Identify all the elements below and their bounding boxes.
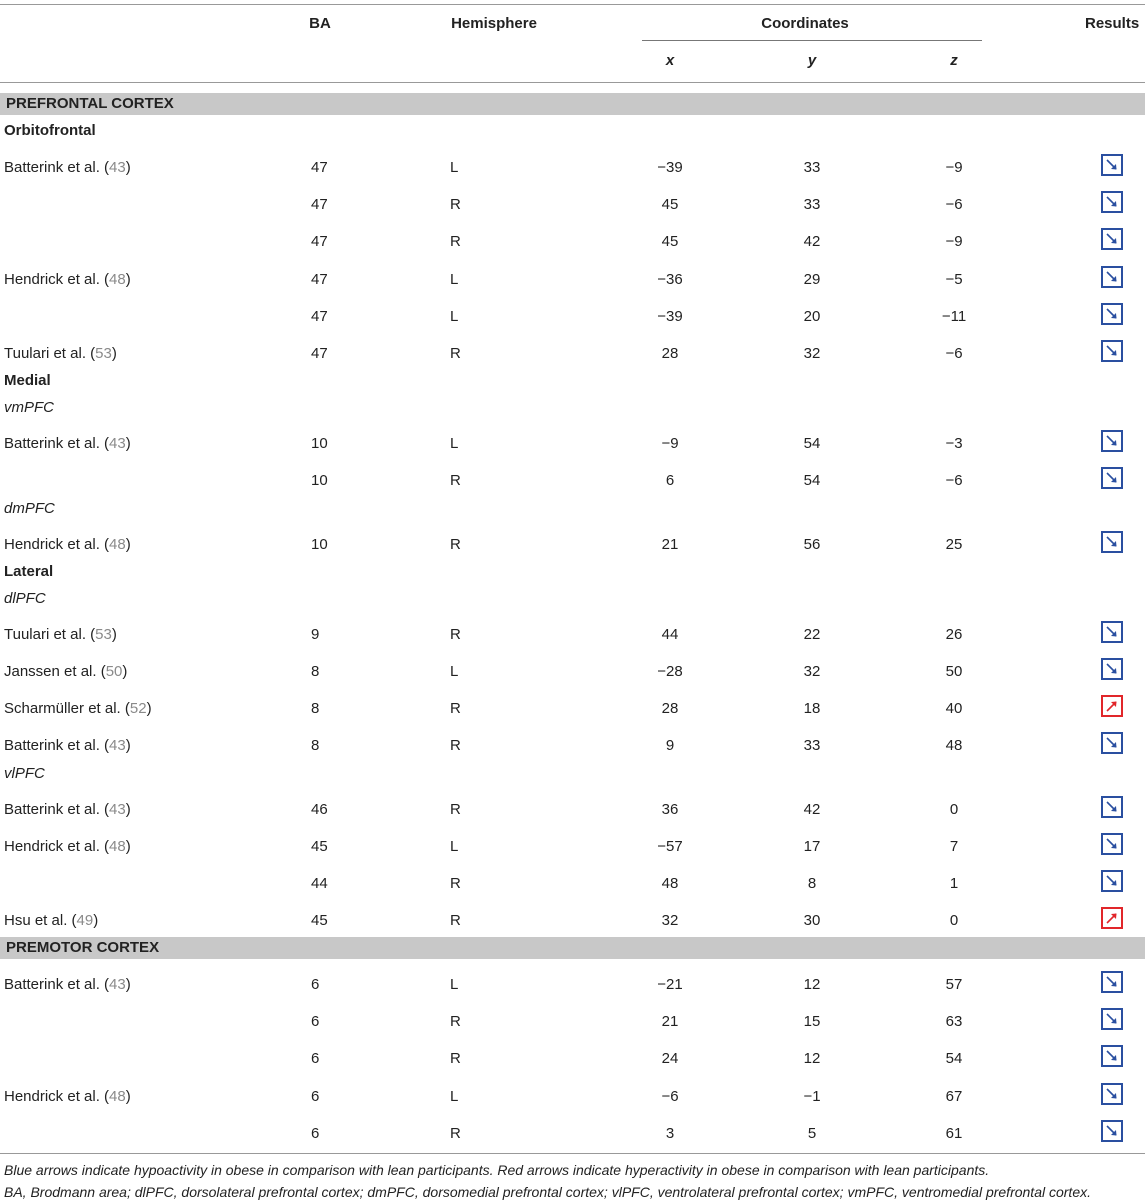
subsection-vlpfc: vlPFC: [4, 765, 45, 782]
cell-z: 0: [949, 912, 959, 929]
cell-hemisphere: R: [450, 1050, 461, 1067]
reference-link[interactable]: 53: [95, 345, 112, 362]
cell-x: 21: [661, 1013, 679, 1030]
cell-study: [4, 159, 131, 176]
cell-ba: 6: [311, 1088, 320, 1105]
reference-link[interactable]: 43: [109, 801, 126, 818]
study-close-paren: ): [125, 976, 131, 993]
hypoactivity-arrow-icon: [1101, 191, 1123, 213]
cell-ba: 10: [311, 472, 328, 489]
study-close-paren: ): [111, 626, 117, 643]
hypoactivity-arrow-icon: [1101, 266, 1123, 288]
subsection-dlpfc: dlPFC: [4, 590, 46, 607]
cell-ba: 9: [311, 626, 320, 643]
cell-y: 29: [803, 271, 821, 288]
cell-y: 15: [803, 1013, 821, 1030]
cell-ba: 6: [311, 1013, 320, 1030]
cell-hemisphere: L: [450, 838, 459, 855]
study-close-paren: ): [125, 737, 131, 754]
cell-ba: 6: [311, 1125, 320, 1142]
cell-y: 56: [803, 536, 821, 553]
cell-ba: 47: [311, 271, 328, 288]
cell-hemisphere: L: [450, 663, 459, 680]
header-coordinates: Coordinates: [761, 15, 849, 32]
cell-z: 25: [945, 536, 963, 553]
cell-z: −11: [941, 308, 967, 325]
cell-x: 24: [661, 1050, 679, 1067]
header-y: y: [807, 52, 817, 69]
cell-y: 20: [803, 308, 821, 325]
hypoactivity-arrow-icon: [1101, 154, 1123, 176]
hypoactivity-arrow-icon: [1101, 796, 1123, 818]
hypoactivity-arrow-icon: [1101, 833, 1123, 855]
cell-ba: 47: [311, 196, 328, 213]
hypoactivity-arrow-icon: [1101, 228, 1123, 250]
study-close-paren: ): [125, 536, 131, 553]
reference-link[interactable]: 43: [109, 976, 126, 993]
cell-z: 40: [945, 700, 963, 717]
cell-hemisphere: R: [450, 472, 461, 489]
cell-x: 36: [661, 801, 679, 818]
reference-link[interactable]: 43: [109, 737, 126, 754]
cell-x: 3: [665, 1125, 675, 1142]
cell-study: [4, 345, 117, 362]
cell-x: 9: [665, 737, 675, 754]
cell-z: 48: [945, 737, 963, 754]
cell-y: 22: [803, 626, 821, 643]
cell-hemisphere: R: [450, 233, 461, 250]
subsection-lateral: Lateral: [4, 563, 54, 580]
study-author: Batterink et al. (: [4, 159, 110, 176]
cell-y: 5: [807, 1125, 817, 1142]
cell-study: [4, 700, 152, 717]
subsection-medial: Medial: [4, 372, 51, 389]
cell-x: −36: [657, 271, 683, 288]
cell-z: 63: [945, 1013, 963, 1030]
cell-hemisphere: L: [450, 159, 459, 176]
cell-x: −21: [657, 976, 683, 993]
cell-hemisphere: L: [450, 1088, 459, 1105]
cell-study: [4, 838, 131, 855]
cell-hemisphere: R: [450, 1125, 461, 1142]
cell-z: 50: [945, 663, 963, 680]
cell-ba: 47: [311, 159, 328, 176]
cell-hemisphere: R: [450, 737, 461, 754]
reference-link[interactable]: 48: [109, 838, 126, 855]
study-author: Batterink et al. (: [4, 976, 110, 993]
cell-hemisphere: R: [450, 196, 461, 213]
cell-study: [4, 435, 131, 452]
cell-y: 54: [803, 472, 821, 489]
cell-study: [4, 536, 131, 553]
reference-link[interactable]: 48: [109, 536, 126, 553]
cell-ba: 47: [311, 308, 328, 325]
cell-y: 30: [803, 912, 821, 929]
cell-study: [4, 801, 131, 818]
cell-study: [4, 271, 131, 288]
cell-ba: 8: [311, 700, 320, 717]
hypoactivity-arrow-icon: [1101, 1008, 1123, 1030]
section-premotor-cortex: PREMOTOR CORTEX: [0, 937, 1145, 959]
cell-y: −1: [803, 1088, 821, 1105]
subsection-orbitofrontal: Orbitofrontal: [4, 122, 96, 139]
hypoactivity-arrow-icon: [1101, 1083, 1123, 1105]
cell-z: 26: [945, 626, 963, 643]
study-author: Tuulari et al. (: [4, 626, 96, 643]
study-author: Batterink et al. (: [4, 801, 110, 818]
cell-hemisphere: L: [450, 271, 459, 288]
reference-link[interactable]: 48: [109, 1088, 126, 1105]
cell-ba: 46: [311, 801, 328, 818]
cell-z: 54: [945, 1050, 963, 1067]
cell-hemisphere: L: [450, 435, 459, 452]
cell-z: 57: [945, 976, 963, 993]
cell-ba: 47: [311, 233, 328, 250]
study-close-paren: ): [125, 159, 131, 176]
cell-hemisphere: R: [450, 801, 461, 818]
study-close-paren: ): [125, 1088, 131, 1105]
cell-study: [4, 912, 98, 929]
hypoactivity-arrow-icon: [1101, 621, 1123, 643]
cell-x: −6: [661, 1088, 679, 1105]
cell-x: 21: [661, 536, 679, 553]
cell-ba: 44: [311, 875, 328, 892]
cell-study: [4, 976, 131, 993]
cell-y: 12: [803, 1050, 821, 1067]
cell-x: −28: [657, 663, 683, 680]
cell-ba: 45: [311, 912, 328, 929]
study-author: Hendrick et al. (: [4, 1088, 110, 1105]
study-close-paren: ): [93, 912, 99, 929]
header-results: Results: [1085, 15, 1140, 32]
hypoactivity-arrow-icon: [1101, 658, 1123, 680]
cell-ba: 6: [311, 1050, 320, 1067]
cell-y: 54: [803, 435, 821, 452]
study-close-paren: ): [125, 271, 131, 288]
cell-hemisphere: R: [450, 875, 461, 892]
cell-x: 45: [661, 233, 679, 250]
reference-link[interactable]: 53: [95, 626, 112, 643]
hypoactivity-arrow-icon: [1101, 971, 1123, 993]
reference-link[interactable]: 48: [109, 271, 126, 288]
cell-z: 7: [949, 838, 959, 855]
cell-z: 1: [949, 875, 959, 892]
study-author: Scharmüller et al. (: [4, 700, 130, 717]
cell-z: −9: [945, 233, 963, 250]
cell-y: 12: [803, 976, 821, 993]
hypoactivity-arrow-icon: [1101, 340, 1123, 362]
cell-z: −6: [945, 196, 963, 213]
study-close-paren: ): [146, 700, 152, 717]
cell-z: 61: [945, 1125, 963, 1142]
cell-x: 45: [661, 196, 679, 213]
cell-hemisphere: R: [450, 912, 461, 929]
cell-ba: 8: [311, 737, 320, 754]
reference-link[interactable]: 52: [129, 700, 147, 717]
cell-z: −6: [945, 345, 963, 362]
study-close-paren: ): [125, 435, 131, 452]
cell-hemisphere: R: [450, 536, 461, 553]
cell-study: [4, 737, 131, 754]
cell-x: 32: [661, 912, 679, 929]
cell-x: 48: [661, 875, 679, 892]
study-author: Janssen et al. (: [4, 663, 106, 680]
study-author: Tuulari et al. (: [4, 345, 96, 362]
cell-x: −9: [661, 435, 679, 452]
cell-z: 0: [949, 801, 959, 818]
header-x: x: [665, 52, 675, 69]
study-author: Hsu et al. (: [4, 912, 77, 929]
header-bottom-rule: [0, 82, 1145, 83]
cell-study: [4, 626, 117, 643]
hypoactivity-arrow-icon: [1101, 1045, 1123, 1067]
hypoactivity-arrow-icon: [1101, 732, 1123, 754]
cell-study: [4, 1088, 131, 1105]
hypoactivity-arrow-icon: [1101, 531, 1123, 553]
hypoactivity-arrow-icon: [1101, 303, 1123, 325]
hypoactivity-arrow-icon: [1101, 1120, 1123, 1142]
cell-x: 6: [665, 472, 675, 489]
table-bottom-rule: [0, 1153, 1145, 1154]
cell-x: −57: [657, 838, 683, 855]
header-ba: BA: [309, 15, 331, 32]
top-rule: [0, 4, 1145, 5]
subsection-vmpfc: vmPFC: [4, 399, 54, 416]
cell-hemisphere: R: [450, 626, 461, 643]
study-close-paren: ): [125, 801, 131, 818]
cell-z: −3: [945, 435, 963, 452]
study-author: Hendrick et al. (: [4, 271, 110, 288]
cell-z: −5: [945, 271, 963, 288]
cell-y: 42: [803, 801, 821, 818]
cell-y: 33: [803, 196, 821, 213]
cell-ba: 45: [311, 838, 328, 855]
hypoactivity-arrow-icon: [1101, 870, 1123, 892]
cell-x: 28: [661, 345, 679, 362]
study-author: Batterink et al. (: [4, 435, 110, 452]
cell-ba: 10: [311, 435, 328, 452]
cell-y: 32: [803, 663, 821, 680]
hyperactivity-arrow-icon: [1101, 907, 1123, 929]
cell-y: 18: [803, 700, 821, 717]
cell-hemisphere: R: [450, 700, 461, 717]
study-close-paren: ): [122, 663, 128, 680]
footnote-arrows: Blue arrows indicate hypoactivity in obese in comparison with lean participants. Red arrows indicate hyperactivity in obese in comparison with lean participants.: [4, 1162, 990, 1178]
cell-x: −39: [657, 308, 683, 325]
footnote-abbreviations: BA, Brodmann area; dlPFC, dorsolateral prefrontal cortex; dmPFC, dorsomedial prefrontal cortex; vlPFC, ventrolateral prefrontal cortex; vmPFC, ventromedial prefrontal cortex.: [4, 1184, 1091, 1200]
cell-y: 33: [803, 737, 821, 754]
cell-z: 67: [945, 1088, 963, 1105]
reference-link[interactable]: 49: [76, 912, 94, 929]
cell-x: −39: [657, 159, 683, 176]
study-close-paren: ): [111, 345, 117, 362]
hyperactivity-arrow-icon: [1101, 695, 1123, 717]
cell-x: 44: [661, 626, 679, 643]
reference-link[interactable]: 43: [109, 435, 126, 452]
hypoactivity-arrow-icon: [1101, 467, 1123, 489]
coordinates-rule: [642, 40, 982, 41]
cell-study: [4, 663, 127, 680]
cell-hemisphere: L: [450, 308, 459, 325]
study-author: Batterink et al. (: [4, 737, 110, 754]
cell-ba: 10: [311, 536, 328, 553]
section-prefrontal-cortex: PREFRONTAL CORTEX: [0, 93, 1145, 115]
cell-hemisphere: R: [450, 1013, 461, 1030]
hypoactivity-arrow-icon: [1101, 430, 1123, 452]
cell-hemisphere: R: [450, 345, 461, 362]
header-z: z: [950, 52, 958, 69]
study-author: Hendrick et al. (: [4, 536, 110, 553]
cell-z: −9: [945, 159, 963, 176]
cell-hemisphere: L: [450, 976, 459, 993]
header-hemisphere: Hemisphere: [451, 15, 537, 32]
cell-y: 33: [803, 159, 821, 176]
study-close-paren: ): [125, 838, 131, 855]
reference-link[interactable]: 50: [105, 663, 123, 680]
subsection-dmpfc: dmPFC: [4, 500, 55, 517]
study-author: Hendrick et al. (: [4, 838, 110, 855]
cell-ba: 8: [311, 663, 320, 680]
cell-ba: 47: [311, 345, 328, 362]
cell-y: 42: [803, 233, 821, 250]
cell-y: 32: [803, 345, 821, 362]
cell-y: 17: [803, 838, 821, 855]
cell-x: 28: [661, 700, 679, 717]
reference-link[interactable]: 43: [109, 159, 126, 176]
cell-z: −6: [945, 472, 963, 489]
cell-y: 8: [807, 875, 817, 892]
cell-ba: 6: [311, 976, 320, 993]
